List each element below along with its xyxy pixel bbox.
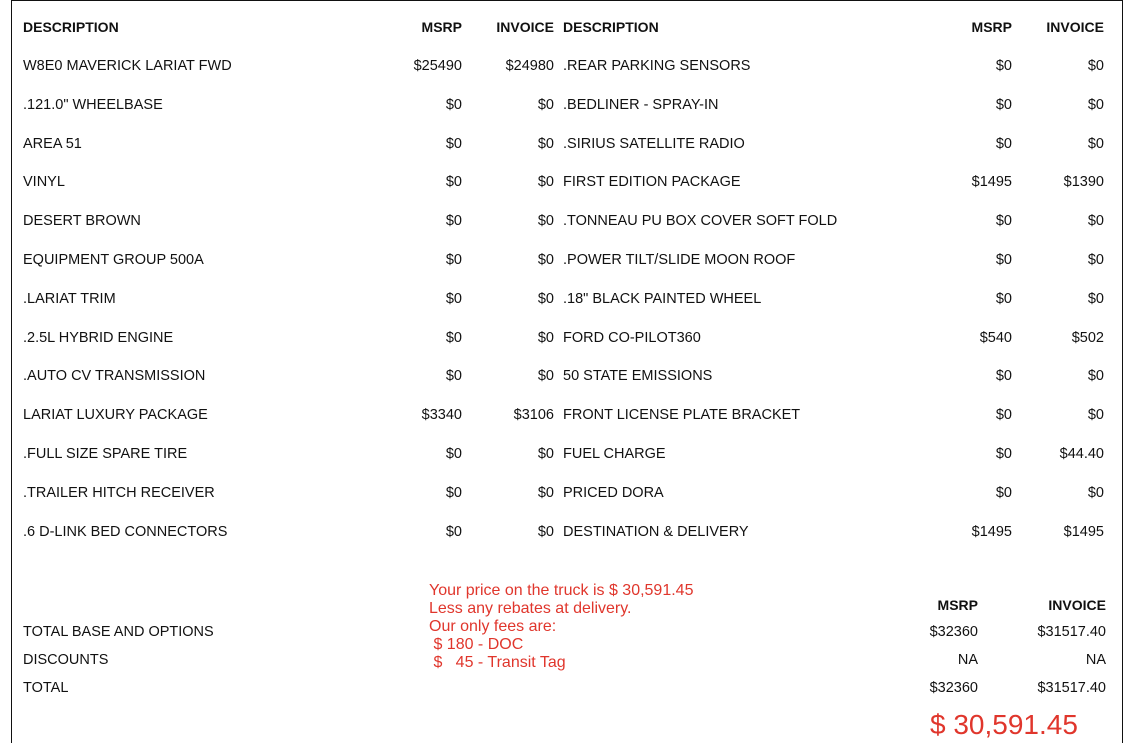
final-price: $ 30,591.45 [930, 709, 1078, 740]
right-row-msrp: $0 [995, 252, 1012, 268]
note-line-price: Your price on the truck is $ 30,591.45 [429, 582, 694, 599]
right-row-invoice: $0 [1087, 213, 1104, 229]
summary-msrp-total: $32360 [929, 680, 978, 696]
right-row-msrp: $0 [995, 407, 1012, 423]
left-row-description: VINYL [23, 174, 65, 190]
left-row-invoice: $0 [537, 174, 554, 190]
right-row-msrp: $0 [995, 97, 1012, 113]
summary-label-total-base: TOTAL BASE AND OPTIONS [23, 624, 214, 640]
note-line-rebates: Less any rebates at delivery. [429, 600, 632, 617]
right-row-description: .TONNEAU PU BOX COVER SOFT FOLD [563, 213, 838, 229]
left-row-msrp: $25490 [413, 58, 462, 74]
right-row-msrp: $1495 [971, 524, 1012, 540]
left-row-invoice: $0 [537, 97, 554, 113]
header-invoice-right: INVOICE [1046, 19, 1104, 35]
summary-header-msrp: MSRP [937, 597, 978, 613]
right-row-description: .SIRIUS SATELLITE RADIO [563, 136, 745, 152]
summary-invoice-discounts: NA [1085, 652, 1106, 668]
left-row-description: .6 D-LINK BED CONNECTORS [23, 524, 228, 540]
header-description-left: DESCRIPTION [23, 19, 119, 35]
left-row-description: .AUTO CV TRANSMISSION [23, 368, 206, 384]
left-row-invoice: $3106 [513, 407, 554, 423]
right-row-invoice: $0 [1087, 291, 1104, 307]
right-row-invoice: $502 [1071, 330, 1104, 346]
left-row-msrp: $3340 [421, 407, 462, 423]
left-row-description: AREA 51 [23, 136, 82, 152]
right-row-description: FUEL CHARGE [563, 446, 666, 462]
right-row-description: .18" BLACK PAINTED WHEEL [563, 291, 762, 307]
right-row-invoice: $1390 [1063, 174, 1104, 190]
header-description-right: DESCRIPTION [563, 19, 659, 35]
left-row-msrp: $0 [445, 446, 462, 462]
note-line-fees: Our only fees are: [429, 618, 557, 635]
right-row-msrp: $540 [979, 330, 1012, 346]
right-row-invoice: $1495 [1063, 524, 1104, 540]
summary-invoice-total-base: $31517.40 [1037, 624, 1106, 640]
summary-msrp-discounts: NA [957, 652, 978, 668]
right-row-msrp: $0 [995, 136, 1012, 152]
left-row-invoice: $0 [537, 524, 554, 540]
left-row-msrp: $0 [445, 213, 462, 229]
left-row-msrp: $0 [445, 136, 462, 152]
right-row-description: 50 STATE EMISSIONS [563, 368, 713, 384]
right-row-invoice: $0 [1087, 485, 1104, 501]
header-msrp-right: MSRP [971, 19, 1012, 35]
left-row-description: .121.0" WHEELBASE [23, 97, 163, 113]
right-row-msrp: $1495 [971, 174, 1012, 190]
summary-header-invoice: INVOICE [1048, 597, 1106, 613]
right-row-msrp: $0 [995, 213, 1012, 229]
left-row-invoice: $0 [537, 446, 554, 462]
left-row-msrp: $0 [445, 485, 462, 501]
left-row-invoice: $24980 [505, 58, 554, 74]
right-row-msrp: $0 [995, 446, 1012, 462]
right-row-invoice: $0 [1087, 252, 1104, 268]
note-line-doc-fee: $ 180 - DOC [429, 636, 524, 653]
left-row-description: .FULL SIZE SPARE TIRE [23, 446, 188, 462]
right-row-invoice: $0 [1087, 407, 1104, 423]
right-row-msrp: $0 [995, 485, 1012, 501]
right-row-description: FIRST EDITION PACKAGE [563, 174, 741, 190]
left-row-msrp: $0 [445, 252, 462, 268]
right-row-invoice: $0 [1087, 368, 1104, 384]
left-row-msrp: $0 [445, 524, 462, 540]
right-row-description: .POWER TILT/SLIDE MOON ROOF [563, 252, 796, 268]
left-row-invoice: $0 [537, 291, 554, 307]
left-row-description: LARIAT LUXURY PACKAGE [23, 407, 208, 423]
right-row-invoice: $0 [1087, 97, 1104, 113]
left-row-description: .TRAILER HITCH RECEIVER [23, 485, 215, 501]
left-row-msrp: $0 [445, 174, 462, 190]
right-row-description: .BEDLINER - SPRAY-IN [563, 97, 719, 113]
right-row-msrp: $0 [995, 368, 1012, 384]
right-row-invoice: $0 [1087, 58, 1104, 74]
left-row-msrp: $0 [445, 368, 462, 384]
right-row-msrp: $0 [995, 58, 1012, 74]
summary-invoice-total: $31517.40 [1037, 680, 1106, 696]
left-row-invoice: $0 [537, 252, 554, 268]
left-row-description: DESERT BROWN [23, 213, 141, 229]
left-row-msrp: $0 [445, 97, 462, 113]
left-row-description: W8E0 MAVERICK LARIAT FWD [23, 58, 232, 74]
right-row-description: PRICED DORA [563, 485, 664, 501]
left-row-invoice: $0 [537, 368, 554, 384]
note-line-transit-tag: $ 45 - Transit Tag [429, 654, 566, 671]
left-row-msrp: $0 [445, 291, 462, 307]
left-row-invoice: $0 [537, 330, 554, 346]
right-row-description: DESTINATION & DELIVERY [563, 524, 749, 540]
left-row-description: .2.5L HYBRID ENGINE [23, 330, 174, 346]
right-row-description: FORD CO-PILOT360 [563, 330, 701, 346]
left-row-description: .LARIAT TRIM [23, 291, 116, 307]
right-row-description: .REAR PARKING SENSORS [563, 58, 751, 74]
summary-label-total: TOTAL [23, 680, 69, 696]
summary-msrp-total-base: $32360 [929, 624, 978, 640]
header-msrp-left: MSRP [421, 19, 462, 35]
right-row-msrp: $0 [995, 291, 1012, 307]
summary-label-discounts: DISCOUNTS [23, 652, 109, 668]
left-row-invoice: $0 [537, 213, 554, 229]
right-row-invoice: $44.40 [1059, 446, 1104, 462]
left-row-msrp: $0 [445, 330, 462, 346]
right-row-invoice: $0 [1087, 136, 1104, 152]
left-row-description: EQUIPMENT GROUP 500A [23, 252, 204, 268]
header-invoice-left: INVOICE [496, 19, 554, 35]
left-row-invoice: $0 [537, 136, 554, 152]
left-row-invoice: $0 [537, 485, 554, 501]
right-row-description: FRONT LICENSE PLATE BRACKET [563, 407, 801, 423]
